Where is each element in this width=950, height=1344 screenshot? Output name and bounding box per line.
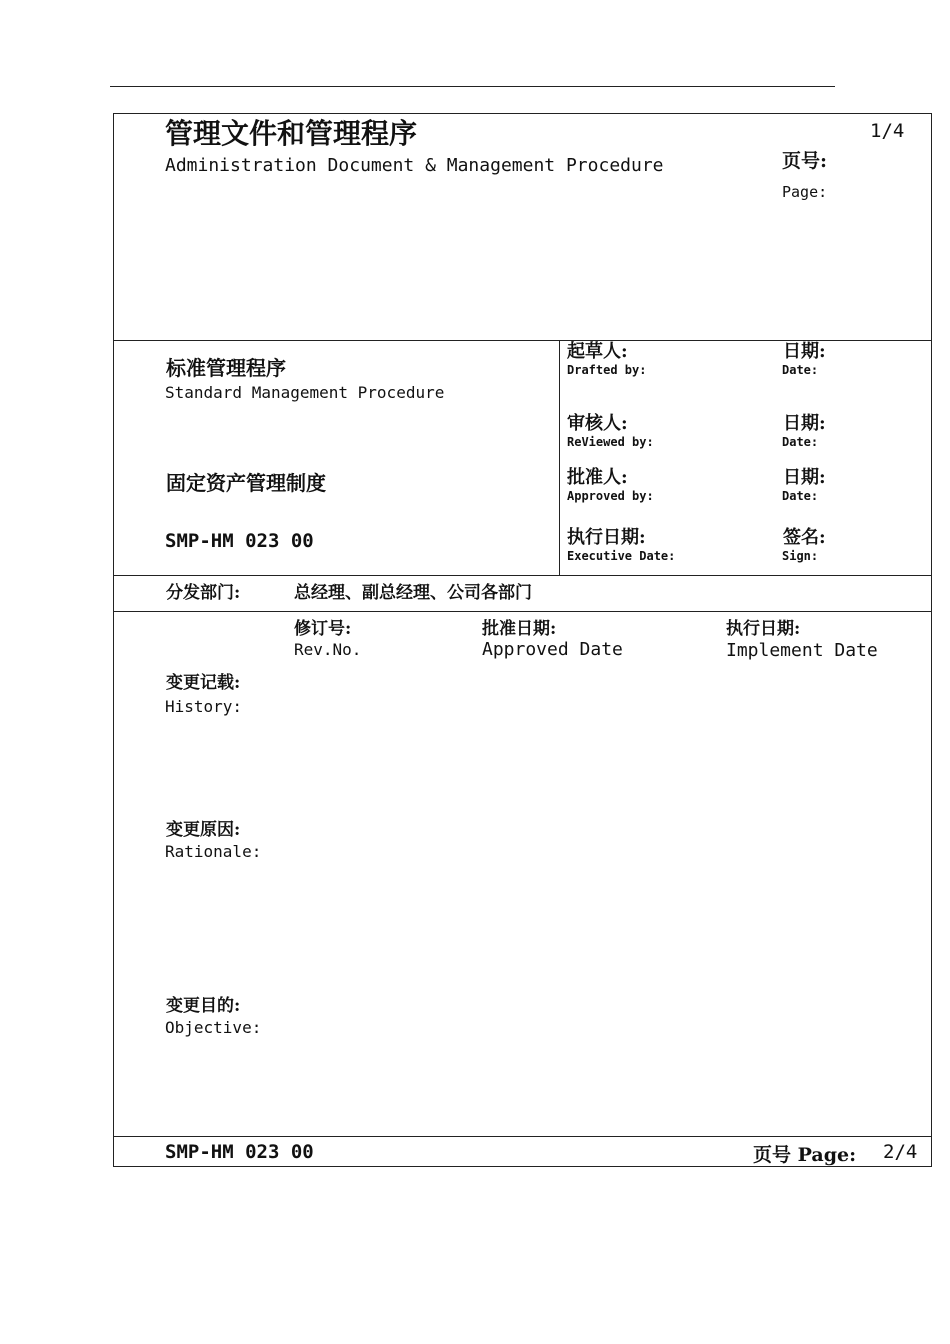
sign-label-cn: 签名: [783, 527, 826, 548]
sign-label-en: Sign: [782, 549, 819, 563]
frame-left [113, 113, 114, 1166]
reviewed-date-label-cn: 日期: [783, 413, 826, 434]
history-label-en: History: [165, 697, 243, 716]
rev-label-en: Rev.No. [294, 640, 362, 659]
approved-date-label-cn: 日期: [783, 467, 826, 488]
page-number: 1/4 [870, 120, 905, 142]
drafted-date-label-en: Date: [782, 363, 819, 377]
objective-label-cn: 变更目的: [166, 996, 241, 1016]
rationale-label-en: Rationale: [165, 842, 262, 861]
drafted-label-cn: 起草人: [567, 341, 628, 362]
approved-label-cn: 批准人: [567, 467, 628, 488]
title-cn: 管理文件和管理程序 [165, 117, 418, 150]
distribution-divider [113, 611, 932, 612]
page-label-cn: 页号: [782, 150, 828, 172]
distribution-value: 总经理、副总经理、公司各部门 [294, 583, 532, 603]
rev-label-cn: 修订号: [294, 619, 352, 639]
footer-divider [113, 1136, 932, 1137]
page-label-en: Page: [782, 183, 828, 201]
footer-page-label: 页号 Page: [753, 1144, 857, 1166]
drafted-date-label-cn: 日期: [783, 341, 826, 362]
footer-page-value: 2/4 [883, 1141, 918, 1163]
footer-doc-code: SMP-HM 023 00 [165, 1141, 314, 1163]
approved-label-en: Approved by: [567, 489, 654, 503]
top-rule [110, 86, 835, 87]
rationale-label-cn: 变更原因: [166, 820, 241, 840]
approved-date-col-en: Approved Date [482, 639, 623, 660]
category-cn: 标准管理程序 [166, 356, 286, 380]
reviewed-label-en: ReViewed by: [567, 435, 654, 449]
info-column-divider [559, 340, 560, 575]
approved-date-label-en: Date: [782, 489, 819, 503]
frame-right [931, 113, 932, 1166]
drafted-label-en: Drafted by: [567, 363, 647, 377]
approved-date-col-cn: 批准日期: [482, 619, 557, 639]
history-label-cn: 变更记载: [166, 673, 241, 693]
exec-date-label-en: Executive Date: [567, 549, 676, 563]
implement-date-col-en: Implement Date [726, 640, 878, 661]
implement-date-col-cn: 执行日期: [726, 619, 801, 639]
doc-code: SMP-HM 023 00 [165, 530, 314, 552]
reviewed-date-label-en: Date: [782, 435, 819, 449]
title-en: Administration Document & Management Procedure [165, 155, 664, 176]
category-en: Standard Management Procedure [165, 383, 445, 402]
exec-date-label-cn: 执行日期: [567, 527, 646, 548]
doc-title: 固定资产管理制度 [166, 471, 326, 495]
objective-label-en: Objective: [165, 1018, 262, 1037]
info-divider [113, 575, 932, 576]
reviewed-label-cn: 审核人: [567, 413, 628, 434]
distribution-label: 分发部门: [166, 583, 241, 603]
